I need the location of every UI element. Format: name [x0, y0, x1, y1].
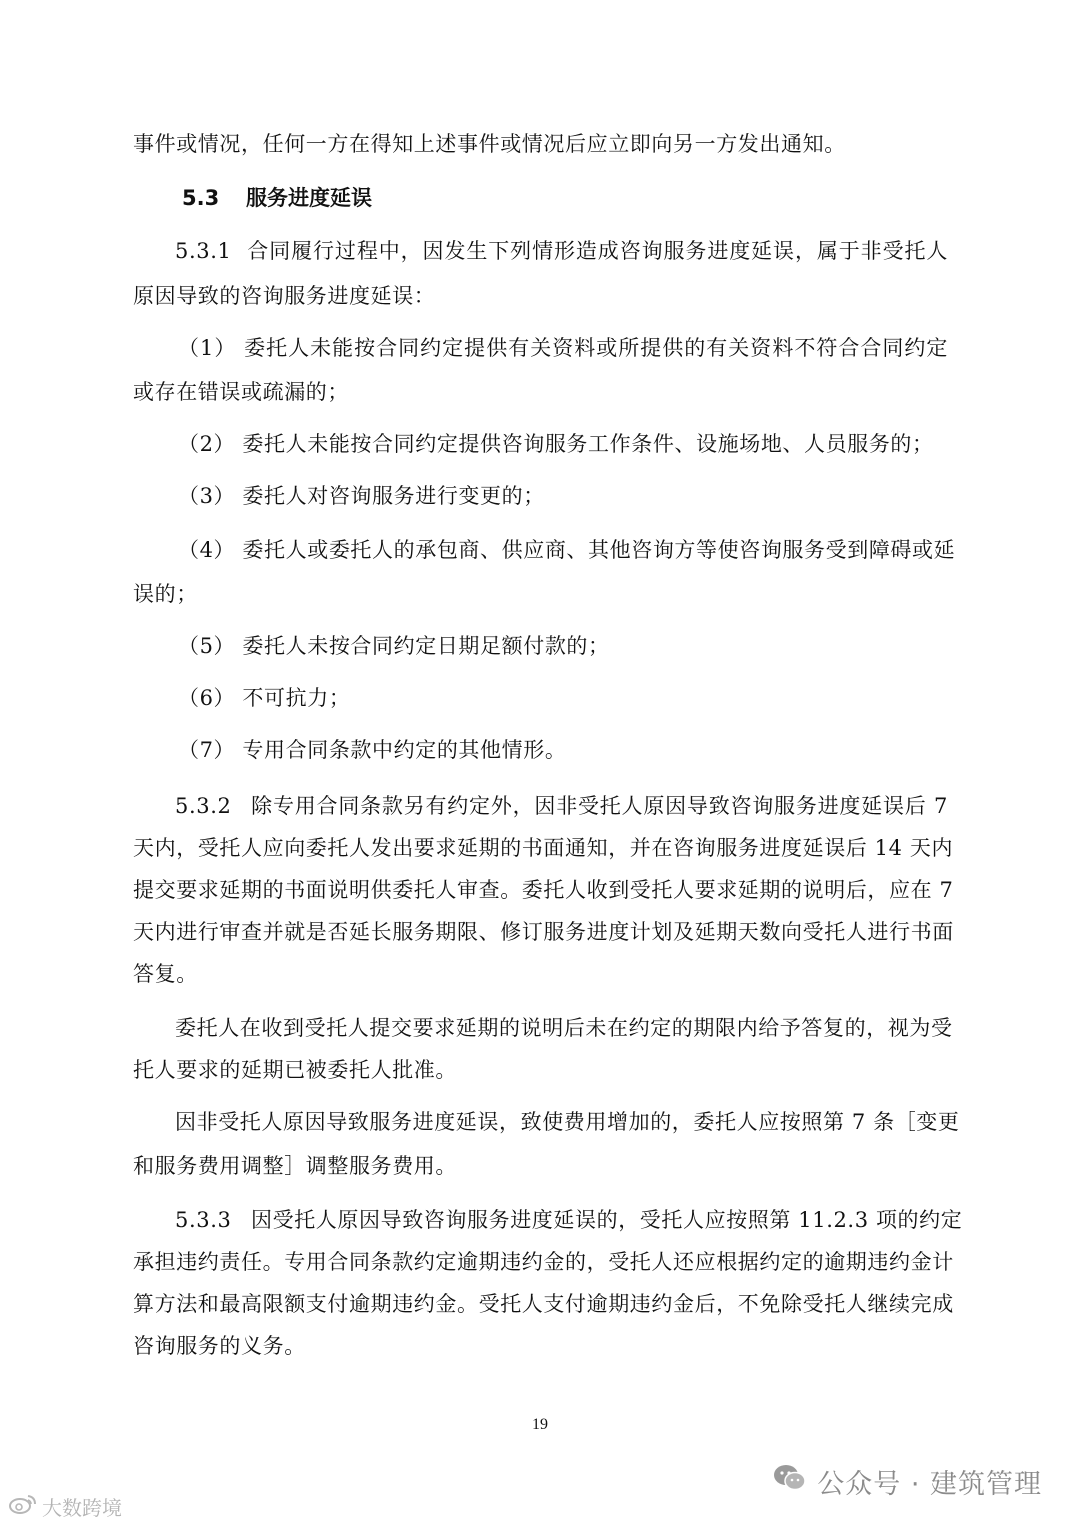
- paragraph-line: 托人要求的延期已被委托人批准。: [133, 1058, 457, 1082]
- section-heading: [182, 184, 372, 212]
- paragraph-line: 和服务费用调整］调整服务费用。: [133, 1154, 457, 1178]
- list-item: （3） 委托人对咨询服务进行变更的；: [178, 484, 545, 508]
- watermark-weibo: [8, 1492, 122, 1521]
- paragraph-line: 因非受托人原因导致服务进度延误，致使费用增加的，委托人应按照第 7 条［变更: [175, 1110, 960, 1134]
- clause-5-3-2-line: [175, 792, 948, 820]
- paragraph-line: 事件或情况，任何一方在得知上述事件或情况后应立即向另一方发出通知。: [133, 132, 846, 156]
- list-item: （5） 委托人未按合同约定日期足额付款的；: [178, 634, 610, 658]
- clause-text: 因受托人原因导致咨询服务进度延误的，受托人应按照第 11.2.3 项的约定: [251, 1208, 963, 1232]
- clause-text: 除专用合同条款另有约定外，因非受托人原因导致咨询服务进度延误后 7: [251, 794, 948, 818]
- weibo-icon: [8, 1493, 38, 1520]
- clause-5-3-1-line: [175, 237, 948, 265]
- list-item-continuation: 误的；: [133, 582, 198, 606]
- watermark-text: 公众号 · 建筑管理: [817, 1469, 1042, 1500]
- list-item: （6） 不可抗力；: [178, 686, 351, 710]
- list-item: （7） 专用合同条款中约定的其他情形。: [178, 738, 567, 762]
- watermark-wechat: [773, 1462, 1042, 1501]
- paragraph-line: 算方法和最高限额支付逾期违约金。受托人支付逾期违约金后，不免除受托人继续完成: [133, 1292, 954, 1316]
- paragraph-line: 答复。: [133, 962, 198, 986]
- clause-text: 合同履行过程中，因发生下列情形造成咨询服务进度延误，属于非受托人: [247, 239, 948, 263]
- paragraph-line: 承担违约责任。专用合同条款约定逾期违约金的，受托人还应根据约定的逾期违约金计: [133, 1250, 954, 1274]
- clause-number: 5.3.2: [175, 794, 232, 818]
- page-number: 19: [532, 1416, 548, 1433]
- paragraph-line: 委托人在收到受托人提交要求延期的说明后未在约定的期限内给予答复的，视为受: [175, 1016, 953, 1040]
- section-number: 5.3: [182, 186, 220, 210]
- clause-5-3-3-line: [175, 1206, 963, 1234]
- clause-number: 5.3.1: [175, 239, 232, 263]
- section-title: 服务进度延误: [246, 186, 372, 210]
- watermark-text: 大数跨境: [42, 1496, 122, 1520]
- paragraph-line: 提交要求延期的书面说明供委托人审查。委托人收到受托人要求延期的说明后，应在 7: [133, 878, 954, 902]
- paragraph-line: 天内，受托人应向委托人发出要求延期的书面通知，并在咨询服务进度延误后 14 天内: [133, 836, 954, 860]
- list-item: （1） 委托人未能按合同约定提供有关资料或所提供的有关资料不符合合同约定: [178, 336, 948, 360]
- list-item: （2） 委托人未能按合同约定提供咨询服务工作条件、设施场地、人员服务的；: [178, 432, 934, 456]
- clause-number: 5.3.3: [175, 1208, 232, 1232]
- paragraph-line: 原因导致的咨询服务进度延误：: [133, 284, 436, 308]
- wechat-icon: [773, 1463, 807, 1500]
- paragraph-line: 咨询服务的义务。: [133, 1334, 306, 1358]
- paragraph-line: 天内进行审查并就是否延长服务期限、修订服务进度计划及延期天数向受托人进行书面: [133, 920, 954, 944]
- list-item-continuation: 或存在错误或疏漏的；: [133, 380, 349, 404]
- list-item: （4） 委托人或委托人的承包商、供应商、其他咨询方等使咨询服务受到障碍或延: [178, 538, 956, 562]
